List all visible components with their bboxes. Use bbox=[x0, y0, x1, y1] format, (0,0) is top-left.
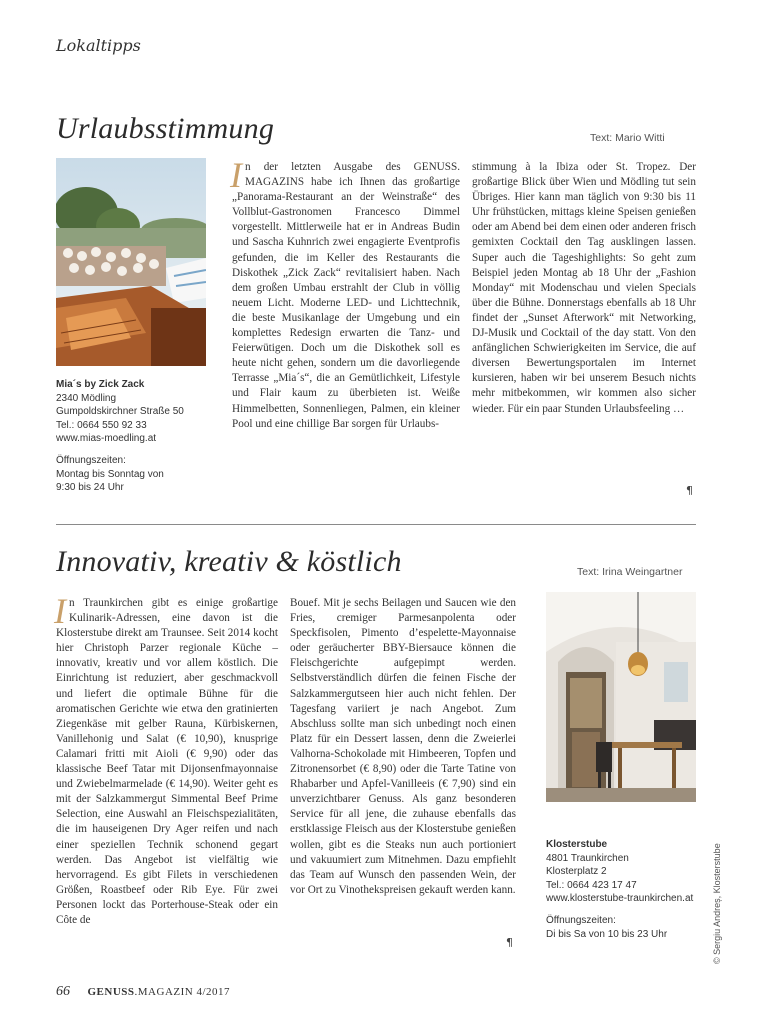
venue-name: Klosterstube bbox=[546, 839, 608, 850]
article1-column-1 bbox=[230, 155, 460, 432]
end-mark: ¶ bbox=[686, 484, 693, 497]
dropcap: I bbox=[54, 591, 66, 631]
opening-hours-line2: 9:30 bis 24 Uhr bbox=[56, 482, 124, 494]
venue-street: Gumpoldskirchner Straße 50 bbox=[56, 406, 184, 418]
article2-author: Text: Irina Weingartner bbox=[577, 566, 683, 578]
venue-phone: Tel.: 0664 423 17 47 bbox=[546, 879, 637, 891]
venue-city: 4801 Traunkirchen bbox=[546, 852, 629, 864]
article1-author: Text: Mario Witti bbox=[590, 132, 665, 144]
opening-hours-line1: Di bis Sa von 10 bis 23 Uhr bbox=[546, 928, 668, 940]
opening-hours-label: Öffnungszeiten: bbox=[56, 454, 126, 466]
venue-city: 2340 Mödling bbox=[56, 392, 117, 404]
article2-column-2 bbox=[290, 596, 516, 898]
venue-website: www.mias-moedling.at bbox=[56, 433, 157, 445]
magazine-issue-number: .MAGAZIN 4/2017 bbox=[134, 986, 231, 998]
article2-text-part1: n Traunkirchen gibt es einige großartige Kulinarik-Adressen, eine davon ist die Klosterstube direkt am Traunsee. Seit 2014 kocht hier Christoph Parzer regionale Küche – innovativ, kreativ und vor allem köstlich. Die Einrichtung ist reduziert, aber geschmackvoll und liefert die optimale Bühne für die aromatischen Gerichte wie etwa den gratinierten Ziegenkäse mit gelber Rauna, Kürbiskernen, Vanillehonig und Salat (€ 10,90), knusprige Calamari fritti mit Aioli (€ 9,90) oder das klassische Beef Tatar mit Dijonsenfmayonnaise und Zwiebelmarmelade (€ 14,90). Weiter geht es mit der Salzkammergut Simmental Beef Prime Selection, eine Auswahl an Fleischspezialitäten, die im hauseigenen Dry Ager reifen und nach einer speziellen Technik schonend gegart werden. Das Angebot ist vielfältig wie hervorragend. Es gibt Filets in verschiedenen Größen, Roastbeef oder Rib Eye. Für zwei Personen lockt das Porterhouse-Steak oder ein Côte de bbox=[56, 597, 278, 926]
section-divider bbox=[56, 524, 696, 525]
magazine-brand: GENUSS bbox=[87, 986, 135, 998]
opening-hours-line1: Montag bis Sonntag von bbox=[56, 468, 164, 480]
article2-column-1 bbox=[54, 591, 278, 928]
venue-info-klosterstube bbox=[546, 838, 706, 941]
venue-info-mias bbox=[56, 378, 216, 495]
venue-website: www.klosterstube-traunkirchen.at bbox=[546, 893, 694, 905]
terrace-photo bbox=[56, 158, 206, 366]
restaurant-interior-photo bbox=[546, 592, 696, 802]
dropcap: I bbox=[230, 155, 242, 195]
venue-street: Klosterplatz 2 bbox=[546, 866, 607, 878]
venue-name: Mia´s by Zick Zack bbox=[56, 379, 145, 390]
magazine-issue bbox=[88, 986, 231, 998]
photo-credit: © Sergiu Andreș, Klosterstube bbox=[712, 843, 722, 964]
page-number: 66 bbox=[56, 984, 70, 999]
article2-title: Innovativ, kreativ & köstlich bbox=[56, 545, 402, 578]
venue-phone: Tel.: 0664 550 92 33 bbox=[56, 419, 147, 431]
end-mark: ¶ bbox=[506, 936, 513, 949]
opening-hours-label: Öffnungszeiten: bbox=[546, 914, 616, 926]
article1-text-part2: stimmung à la Ibiza oder St. Tropez. Der großartige Blick über Wien und Mödling tut sein Übriges. Hier kann man täglich von 9:30 bis 11 Uhr frühstücken, mittags kleine Speisen genießen oder am Abend bei dem einen oder anderen frisch gemixten Cocktail den Tag ausklingen lassen. Super auch die Tageshighlights: So geht zum Beispiel jeden Montag ab 18 Uhr der „Fashion Monday“ mit Modenschau und vielen Specials über die Bühne. Donnerstags ebenfalls ab 18 Uhr findet der „Sunset Afterwork“ mit Networking, DJ-Musik und Cocktail of the day statt. Von den anfänglichen Schwierigkeiten im Service, die auf diversen Bewertungsportalen im Internet kursieren, haben wir bei unserem Besuch nichts mehr mitbekommen, wir kommen also sicher wieder. Für ein paar Stunden Urlaubsfeeling … bbox=[472, 161, 696, 415]
article1-column-2 bbox=[472, 160, 696, 417]
article1-text-part1: n der letzten Ausgabe des GENUSS. MAGAZINS habe ich Ihnen das großartige „Panorama-Restaurant an der Weinstraße“ des Vollblut-Gastronomen Francesco Dimmel vorgestellt. Mittlerweile hat er in Andreas Budin und Sascha Kuhnrich zwei engagierte Eventprofis gefunden, die im Keller des Restaurants die Diskothek „Zick Zack“ revitalisiert haben. Nach dem großen Umbau erstrahlt der Club in völlig neuem Licht. Moderne LED- und Lichttechnik, die beste Musikanlage der Umgebung und ein komplettes Redesign erwarten die Tanz- und Feierwütigen. Doch um die Diskothek soll es heute nicht gehen, sondern um die davorliegende Terrasse „Mia´s“, die an Gemütlichkeit, Lifestyle und Flair kaum zu überbieten ist. Weiße Himmelbetten, Sonnenliegen, Palmen, ein kleiner Pool und eine chillige Bar sorgen für Urlaubs- bbox=[232, 161, 460, 430]
article1-title: Urlaubsstimmung bbox=[56, 112, 275, 145]
section-label: Lokaltipps bbox=[56, 36, 141, 55]
page-footer bbox=[56, 984, 230, 1000]
article2-text-part2: Bouef. Mit je sechs Beilagen und Saucen wie den Fries, cremiger Parmesanpolenta oder Speckfisolen, Pimento d’espelette-Mayonnaise oder geräucherter BBY-Biersauce können die Fleischgerichte aufgepimpt werden. Selbstverständlich dürfen die feinen Fische der Salzkammergutseen hier auch nicht fehlen. Der Tagesfang variiert je nach Angebot. Zum Abschluss sollte man sich unbedingt noch einen Platz für ein Dessert lassen, denn die Zweierlei Valhorna-Schokolade mit Himbeeren, Topfen und Zitronensorbet (€ 8,90) oder die Tarte Tatine von Rhabarber und Apfel-Vanilleeis (€ 7,90) sind ein unverzichtbarer Genuss. Als ganz besonderen Service für all jene, die zuhause ebenfalls das erstklassige Fleisch aus der Klosterstube genießen wollen, gibt es die Steaks nun auch portioniert und vakuumiert zum Mitnehmen. Dazu empfiehlt das Team auf Wunsch den passenden Wein, der vor Ort zu Vinothekspreisen gekauft werden kann. bbox=[290, 597, 516, 896]
